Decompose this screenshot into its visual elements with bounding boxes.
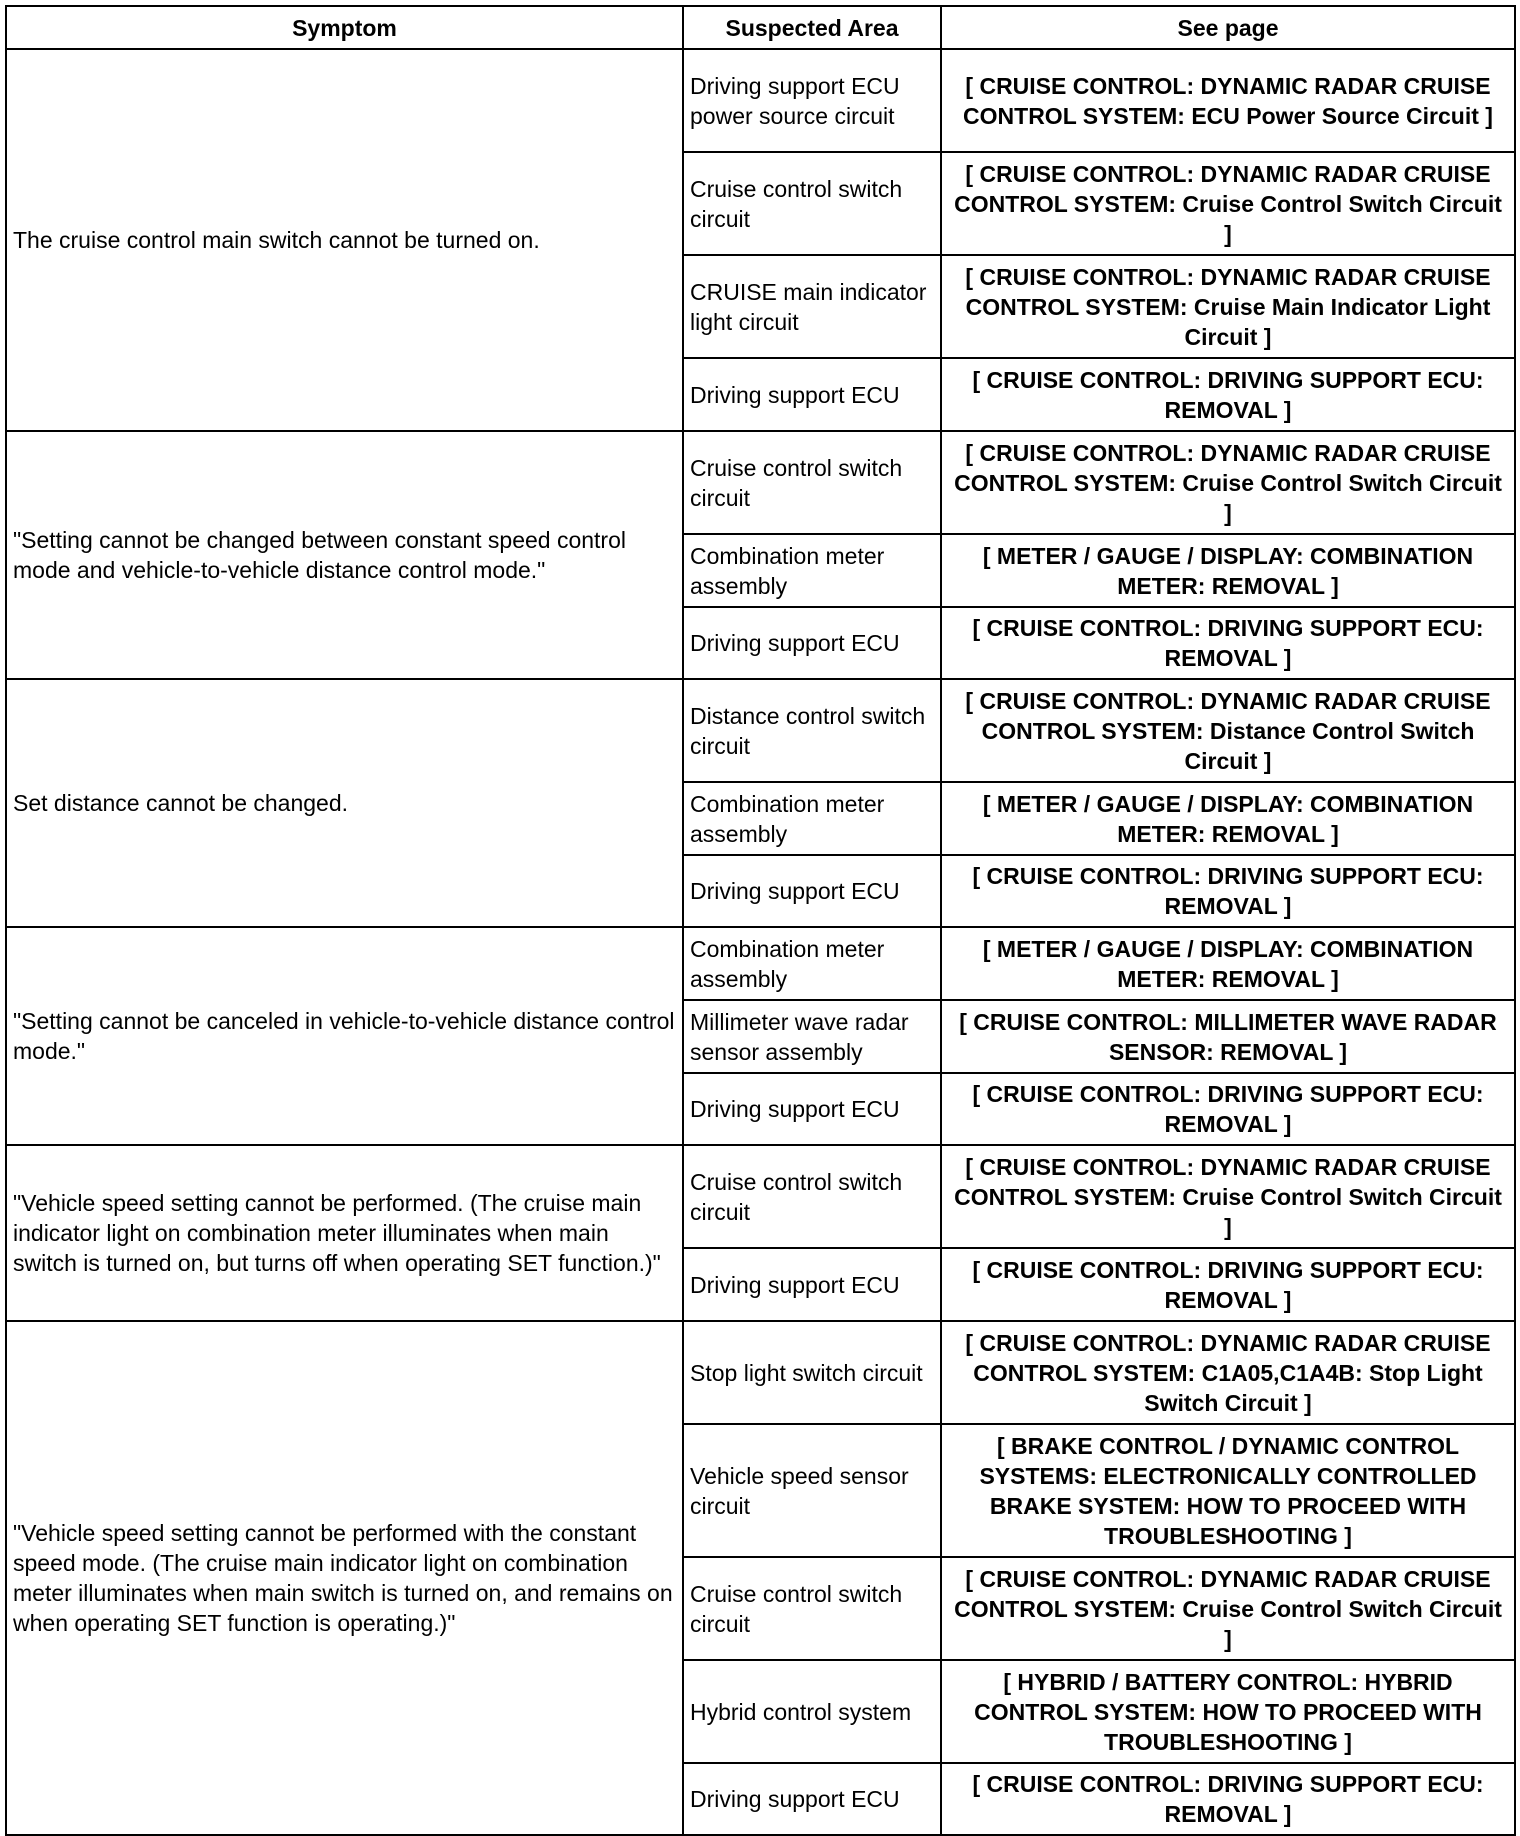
suspected-area-cell: Millimeter wave radar sensor assembly xyxy=(683,1000,941,1073)
suspected-area-cell: Driving support ECU xyxy=(683,358,941,431)
suspected-area-cell: Driving support ECU xyxy=(683,607,941,679)
suspected-area-cell: Cruise control switch circuit xyxy=(683,152,941,255)
suspected-area-cell: Driving support ECU xyxy=(683,1248,941,1321)
symptom-cell: "Setting cannot be changed between constant speed control mode and vehicle-to-vehicle distance control mode." xyxy=(6,431,683,679)
see-page-link[interactable]: [ CRUISE CONTROL: DYNAMIC RADAR CRUISE CONTROL SYSTEM: Distance Control Switch Circuit ] xyxy=(941,679,1515,782)
symptom-cell: "Vehicle speed setting cannot be performed with the constant speed mode. (The cruise main indicator light on combination meter illuminates when main switch is turned on, and remains on when operating SET function is operating.)" xyxy=(6,1321,683,1835)
suspected-area-cell: Distance control switch circuit xyxy=(683,679,941,782)
suspected-area-cell: Combination meter assembly xyxy=(683,782,941,855)
table-row xyxy=(6,1321,1515,1424)
see-page-link[interactable]: [ CRUISE CONTROL: DRIVING SUPPORT ECU: REMOVAL ] xyxy=(941,1763,1515,1835)
suspected-area-cell: Stop light switch circuit xyxy=(683,1321,941,1424)
suspected-area-cell: Cruise control switch circuit xyxy=(683,1557,941,1660)
see-page-link[interactable]: [ CRUISE CONTROL: DRIVING SUPPORT ECU: REMOVAL ] xyxy=(941,358,1515,431)
suspected-area-cell: Driving support ECU xyxy=(683,1763,941,1835)
suspected-area-cell: CRUISE main indicator light circuit xyxy=(683,255,941,358)
see-page-link[interactable]: [ CRUISE CONTROL: DYNAMIC RADAR CRUISE CONTROL SYSTEM: Cruise Control Switch Circuit ] xyxy=(941,152,1515,255)
table-row xyxy=(6,927,1515,1000)
suspected-area-cell: Combination meter assembly xyxy=(683,927,941,1000)
see-page-link[interactable]: [ CRUISE CONTROL: DYNAMIC RADAR CRUISE CONTROL SYSTEM: Cruise Control Switch Circuit ] xyxy=(941,1145,1515,1248)
symptom-cell: The cruise control main switch cannot be turned on. xyxy=(6,49,683,431)
header-see-page: See page xyxy=(941,6,1515,49)
suspected-area-cell: Driving support ECU xyxy=(683,855,941,927)
troubleshooting-sheet xyxy=(5,5,1514,1827)
symptom-table xyxy=(5,5,1516,1836)
suspected-area-cell: Driving support ECU xyxy=(683,1073,941,1145)
see-page-link[interactable]: [ CRUISE CONTROL: DYNAMIC RADAR CRUISE CONTROL SYSTEM: Cruise Main Indicator Light Circuit ] xyxy=(941,255,1515,358)
see-page-link[interactable]: [ CRUISE CONTROL: DRIVING SUPPORT ECU: REMOVAL ] xyxy=(941,855,1515,927)
table-row xyxy=(6,431,1515,534)
suspected-area-cell: Combination meter assembly xyxy=(683,534,941,607)
symptom-cell: "Setting cannot be canceled in vehicle-to-vehicle distance control mode." xyxy=(6,927,683,1145)
header-row xyxy=(6,6,1515,49)
header-suspected-area: Suspected Area xyxy=(683,6,941,49)
see-page-link[interactable]: [ CRUISE CONTROL: DYNAMIC RADAR CRUISE CONTROL SYSTEM: Cruise Control Switch Circuit ] xyxy=(941,1557,1515,1660)
see-page-link[interactable]: [ CRUISE CONTROL: DYNAMIC RADAR CRUISE CONTROL SYSTEM: ECU Power Source Circuit ] xyxy=(941,49,1515,152)
see-page-link[interactable]: [ CRUISE CONTROL: MILLIMETER WAVE RADAR SENSOR: REMOVAL ] xyxy=(941,1000,1515,1073)
suspected-area-cell: Cruise control switch circuit xyxy=(683,431,941,534)
see-page-link[interactable]: [ CRUISE CONTROL: DRIVING SUPPORT ECU: REMOVAL ] xyxy=(941,1248,1515,1321)
see-page-link[interactable]: [ CRUISE CONTROL: DYNAMIC RADAR CRUISE CONTROL SYSTEM: Cruise Control Switch Circuit ] xyxy=(941,431,1515,534)
see-page-link[interactable]: [ BRAKE CONTROL / DYNAMIC CONTROL SYSTEMS: ELECTRONICALLY CONTROLLED BRAKE SYSTEM: HOW TO PROCEED WITH TROUBLESHOOTING ] xyxy=(941,1424,1515,1557)
suspected-area-cell: Vehicle speed sensor circuit xyxy=(683,1424,941,1557)
see-page-link[interactable]: [ METER / GAUGE / DISPLAY: COMBINATION METER: REMOVAL ] xyxy=(941,534,1515,607)
suspected-area-cell: Cruise control switch circuit xyxy=(683,1145,941,1248)
see-page-link[interactable]: [ CRUISE CONTROL: DRIVING SUPPORT ECU: REMOVAL ] xyxy=(941,1073,1515,1145)
see-page-link[interactable]: [ CRUISE CONTROL: DRIVING SUPPORT ECU: REMOVAL ] xyxy=(941,607,1515,679)
header-symptom: Symptom xyxy=(6,6,683,49)
table-row xyxy=(6,679,1515,782)
see-page-link[interactable]: [ HYBRID / BATTERY CONTROL: HYBRID CONTROL SYSTEM: HOW TO PROCEED WITH TROUBLESHOOTING ] xyxy=(941,1660,1515,1763)
suspected-area-cell: Driving support ECU power source circuit xyxy=(683,49,941,152)
see-page-link[interactable]: [ METER / GAUGE / DISPLAY: COMBINATION METER: REMOVAL ] xyxy=(941,927,1515,1000)
table-row xyxy=(6,49,1515,152)
symptom-cell: Set distance cannot be changed. xyxy=(6,679,683,927)
symptom-cell: "Vehicle speed setting cannot be performed. (The cruise main indicator light on combination meter illuminates when main switch is turned on, but turns off when operating SET function.)" xyxy=(6,1145,683,1321)
table-row xyxy=(6,1145,1515,1248)
see-page-link[interactable]: [ CRUISE CONTROL: DYNAMIC RADAR CRUISE CONTROL SYSTEM: C1A05,C1A4B: Stop Light Switch Circuit ] xyxy=(941,1321,1515,1424)
suspected-area-cell: Hybrid control system xyxy=(683,1660,941,1763)
see-page-link[interactable]: [ METER / GAUGE / DISPLAY: COMBINATION METER: REMOVAL ] xyxy=(941,782,1515,855)
